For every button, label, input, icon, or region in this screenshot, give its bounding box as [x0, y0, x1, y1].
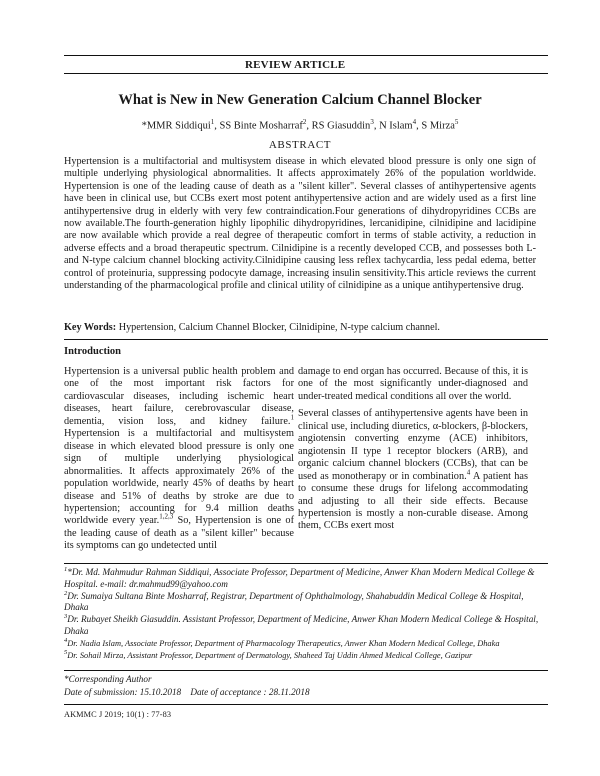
author-ref: 2 — [302, 118, 307, 126]
footnote — [64, 591, 544, 615]
paragraph-text: Several classes of antihypertensive agents have been in clinical use, including diuretics, α-blockers, β-blockers, angiotensin converting enzyme (ACE) inhibitors, angiotensin II type 1 receptor blockers (ARB), and organic calcium channel blockers (CCBs), that can be used as monotherapy or in combination. — [298, 408, 528, 482]
affiliation-footnotes — [64, 567, 544, 661]
header-rule-top — [64, 55, 548, 56]
author-name: N Islam — [379, 120, 413, 132]
footnote-mark: 3 — [64, 613, 68, 621]
body-column-right — [298, 366, 528, 538]
footnote-text: Dr. Rubayet Sheikh Giasuddin. Assistant Professor, Department of Medicine, Anwer Khan Modern Medical College & Hospital, Dhaka — [64, 614, 539, 636]
footnote-text: Dr. Nadia Islam, Associate Professor, Department of Pharmacology Therapeutics, Anwer Khan Modern Medical College, Dhaka — [67, 638, 500, 648]
footnote-divider — [64, 563, 548, 564]
footnote — [64, 650, 544, 662]
article-type-label: REVIEW ARTICLE — [245, 59, 346, 71]
footnote-mark: 1 — [64, 565, 68, 573]
footnote — [64, 638, 544, 650]
paragraph-text: A patient has to consume these drugs for lifelong accommodating and adjusting to all their side effects. Because hypertension is mostly a non-curable disease. Among them, CCBs exert most — [298, 470, 528, 532]
paragraph — [64, 366, 294, 553]
citation: 4 — [466, 468, 471, 477]
footnote-mark: 5 — [64, 648, 68, 656]
keywords-label: Key Words: — [64, 322, 117, 333]
journal-citation: AKMMC J 2019; 10(1) : 77-83 — [64, 710, 172, 719]
submission-dates: Date of submission: 15.10.2018 Date of acceptance : 28.11.2018 — [64, 687, 310, 697]
paragraph-text: Hypertension is a universal public health problem and one of the most important risk factors for cardiovascular diseases, including ischemic heart diseases, heart failure, cerebrovascular disease, dementia, vision loss, and kidney failure. — [64, 366, 294, 427]
section-heading-introduction: Introduction — [64, 346, 121, 357]
header-rule-bottom — [64, 73, 548, 74]
author-name: RS Giasuddin — [311, 120, 371, 132]
footnote-text: Dr. Sohail Mirza, Assistant Professor, Department of Dermatology, Shaheed Taj Uddin Ahmed Medical College, Gazipur — [67, 650, 473, 660]
footer-rule — [64, 704, 548, 705]
abstract-body: Hypertension is a multifactorial and multisystem disease in which elevated blood pressure is only one sign of multiple underlying physiological abnormalities. It affects approximately 26% of the population worldwide. Hypertension is one of the leading cause of death as a "silent killer". Several classes of antihypertensive agents have been in clinical use, but CCBs exert most potent antihypertensive action and are widely used as a first line antihypertensive drug in elderly with very few contraindication.Four generations of dihydropyridines CCBs are now available.The fourth-generation highly lipophilic dihydropyridines, lercanidipine, cilnidipine and lacidipine are now available which provide a real degree of therapeutic comfort in terms of stable activity, a reduction in adverse effects and a broad therapeutic spectrum. Cilnidipine is a recently developed CCB, and possesses both L- and N-type calcium channel blocking activity.Cilnidipine causing less reflex tachycardia, less pedal edema, better control of proteinuria, suppressing podocyte damage, increasing insulin sensitivity.This article reviews the current understanding of the pharmacological profile and clinical utility of cilnidipine as a unique antihypertensive drug. — [64, 156, 536, 292]
footnote-divider-2 — [64, 670, 548, 671]
author-ref: 3 — [370, 118, 374, 126]
paragraph-text: Hypertension is a multifactorial and multisystem disease in which elevated blood pressure is only one sign of multiple underlying physiological abnormalities. It affects approximately 26% of the population worldwide, nearly 45% of deaths by heart disease and 51% of deaths by stroke are due to hypertension; accounting for 9.4 million deaths worldwide every year. — [64, 428, 294, 527]
abstract-divider — [64, 339, 548, 340]
abstract-heading: ABSTRACT — [268, 139, 332, 151]
paragraph-text: So, Hypertension is one of the leading cause of death as a "silent killer" because its symptoms can go undetected until — [64, 515, 294, 552]
footnote — [64, 614, 544, 638]
author-ref: 1 — [210, 118, 215, 126]
keywords — [64, 322, 536, 334]
citation: 1 — [290, 413, 294, 422]
author-name: *MMR Siddiqui — [141, 120, 211, 132]
footnote — [64, 567, 544, 591]
footnote-mark: 2 — [64, 589, 68, 597]
citation: 1,2,3 — [159, 513, 174, 522]
paragraph — [298, 408, 528, 533]
author-ref: 4 — [412, 118, 417, 126]
paragraph: damage to end organ has occurred. Because of this, it is one of the most significantly under-diagnosed and under-treated medical conditions all over the world. — [298, 366, 528, 402]
footnote-text: Dr. Sumaiya Sultana Binte Mosharraf, Registrar, Department of Ophthalmology, Shahabuddin Medical College & Hospital, Dhaka — [64, 590, 524, 613]
author-ref: 5 — [454, 118, 459, 126]
footnote-mark: 4 — [64, 636, 68, 644]
footnote-text: *Dr. Md. Mahmudur Rahman Siddiqui, Associate Professor, Department of Medicine, Anwer Khan Modern Medical College & Hospital. e-mail: dr.mahmud99@yahoo.com — [64, 567, 535, 589]
author-list: *MMR Siddiqui$^1$, SS Binte Mosharraf$^2$, RS Giasuddin$^3$, N Islam$^4$, S Mirza$^5$ — [141, 118, 459, 132]
author-name: S Mirza — [421, 120, 455, 132]
keywords-text: Hypertension, Calcium Channel Blocker, Cilnidipine, N-type calcium channel. — [118, 322, 440, 333]
author-name: SS Binte Mosharraf — [219, 120, 303, 132]
article-title: What is New in New Generation Calcium Channel Blocker — [118, 92, 482, 108]
corresponding-author-note: *Corresponding Author — [64, 674, 152, 684]
body-column-left — [64, 366, 294, 558]
